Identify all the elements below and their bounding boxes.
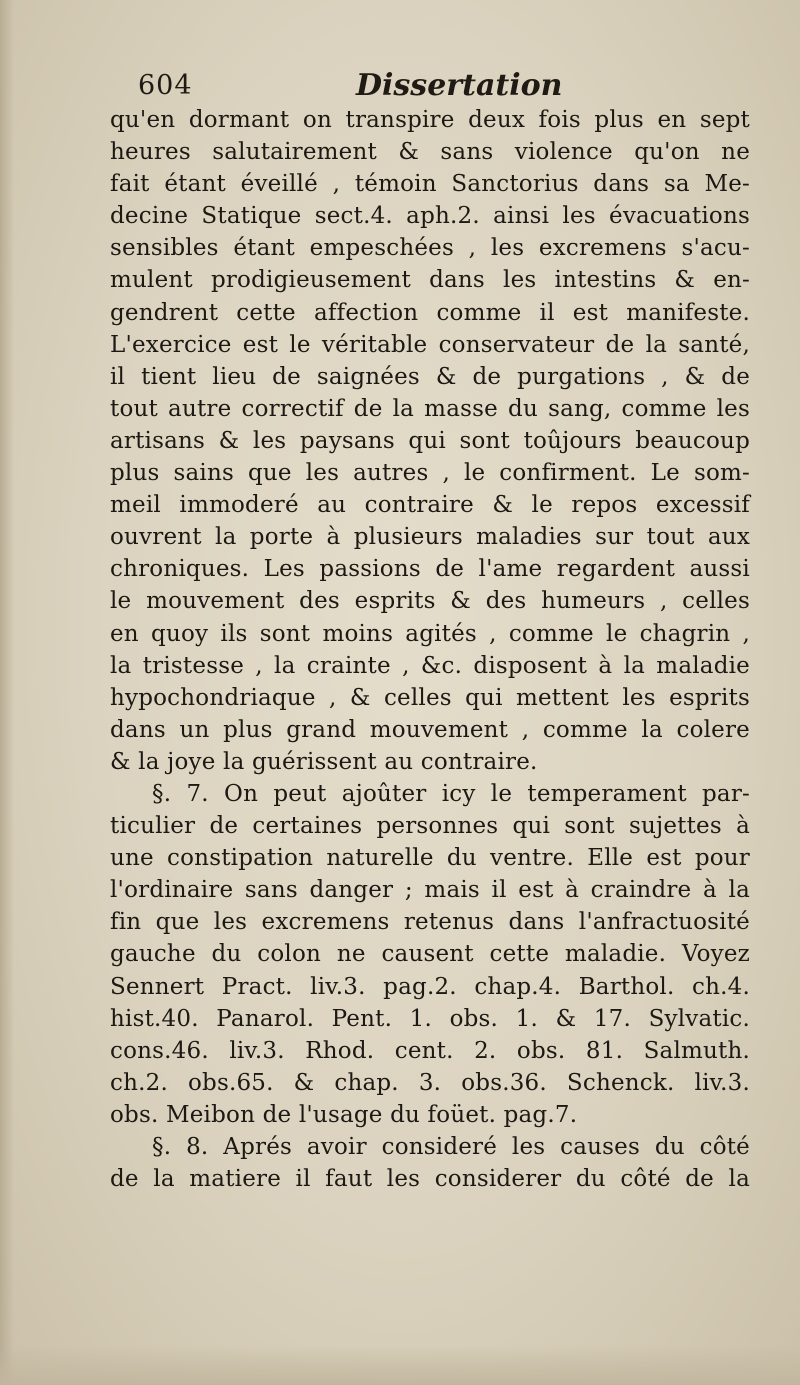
text-line: obs. Meibon de l'usage du foüet. pag.7. — [110, 1101, 578, 1128]
text-line: ticulier de certaines personnes qui sont sujettes à — [110, 813, 750, 840]
text-line: qu'en dormant on transpire deux fois plus en sept — [110, 107, 750, 133]
text-line: fin que les excremens retenus dans l'anfractuosité — [110, 909, 750, 936]
text-line: heures salutairement & sans violence qu'on ne — [110, 139, 750, 166]
text-line: de la matiere il faut les considerer du côté de la — [110, 1166, 750, 1193]
text-line: artisans & les paysans qui sont toûjours beaucoup — [110, 427, 750, 454]
text-line: L'exercice est le véritable conservateur de la santé, — [110, 331, 750, 358]
text-line: sensibles étant empeschées , les excremens s'acu- — [110, 235, 750, 262]
text-line: & la joye la guérissent au contraire. — [110, 748, 538, 775]
text-line: le mouvement des esprits & des humeurs , celles — [110, 588, 750, 615]
text-line: ouvrent la porte à plusieurs maladies sur tout aux — [110, 524, 750, 551]
text-line: une constipation naturelle du ventre. Elle est pour — [110, 845, 750, 872]
section-heading-line: §. 7. On peut ajoûter icy le temperament par- — [152, 780, 750, 807]
text-line: meil immoderé au contraire & le repos excessif — [110, 492, 750, 519]
section-heading-line: §. 8. Aprés avoir consideré les causes du côté — [152, 1134, 750, 1160]
text-line: ch.2. obs.65. & chap. 3. obs.36. Schenck. liv.3. — [110, 1069, 750, 1096]
page-edge-shadow — [0, 0, 14, 1385]
text-line: cons.46. liv.3. Rhod. cent. 2. obs. 81. Salmuth. — [110, 1037, 750, 1064]
text-line: en quoy ils sont moins agités , comme le chagrin , — [110, 620, 750, 647]
running-title: Dissertation — [356, 68, 563, 103]
page-number: 604 — [138, 70, 193, 101]
text-line: dans un plus grand mouvement , comme la colere — [110, 716, 750, 743]
body-text — [110, 104, 750, 1195]
text-line: gendrent cette affection comme il est manifeste. — [110, 299, 750, 326]
text-line: tout autre correctif de la masse du sang, comme les — [110, 395, 750, 422]
text-line: chroniques. Les passions de l'ame regardent aussi — [110, 556, 750, 583]
text-line: hist.40. Panarol. Pent. 1. obs. 1. & 17. Sylvatic. — [110, 1005, 750, 1032]
text-line: il tient lieu de saignées & de purgations , & de — [110, 363, 750, 390]
text-line: la tristesse , la crainte , &c. disposent à la maladie — [110, 652, 750, 679]
text-line: l'ordinaire sans danger ; mais il est à craindre à la — [110, 877, 750, 904]
page-bottom-shadow — [0, 1345, 800, 1385]
text-line: decine Statique sect.4. aph.2. ainsi les évacuations — [110, 203, 750, 230]
text-line: fait étant éveillé , témoin Sanctorius dans sa Me- — [110, 171, 750, 198]
text-line: Sennert Pract. liv.3. pag.2. chap.4. Barthol. ch.4. — [110, 973, 750, 1000]
text-line: hypochondriaque , & celles qui mettent les esprits — [110, 684, 750, 711]
text-line: plus sains que les autres , le confirment. Le som- — [110, 460, 750, 487]
text-line: gauche du colon ne causent cette maladie. Voyez — [110, 941, 750, 968]
page-header — [138, 68, 738, 108]
text-line: mulent prodigieusement dans les intestins & en- — [110, 267, 750, 294]
